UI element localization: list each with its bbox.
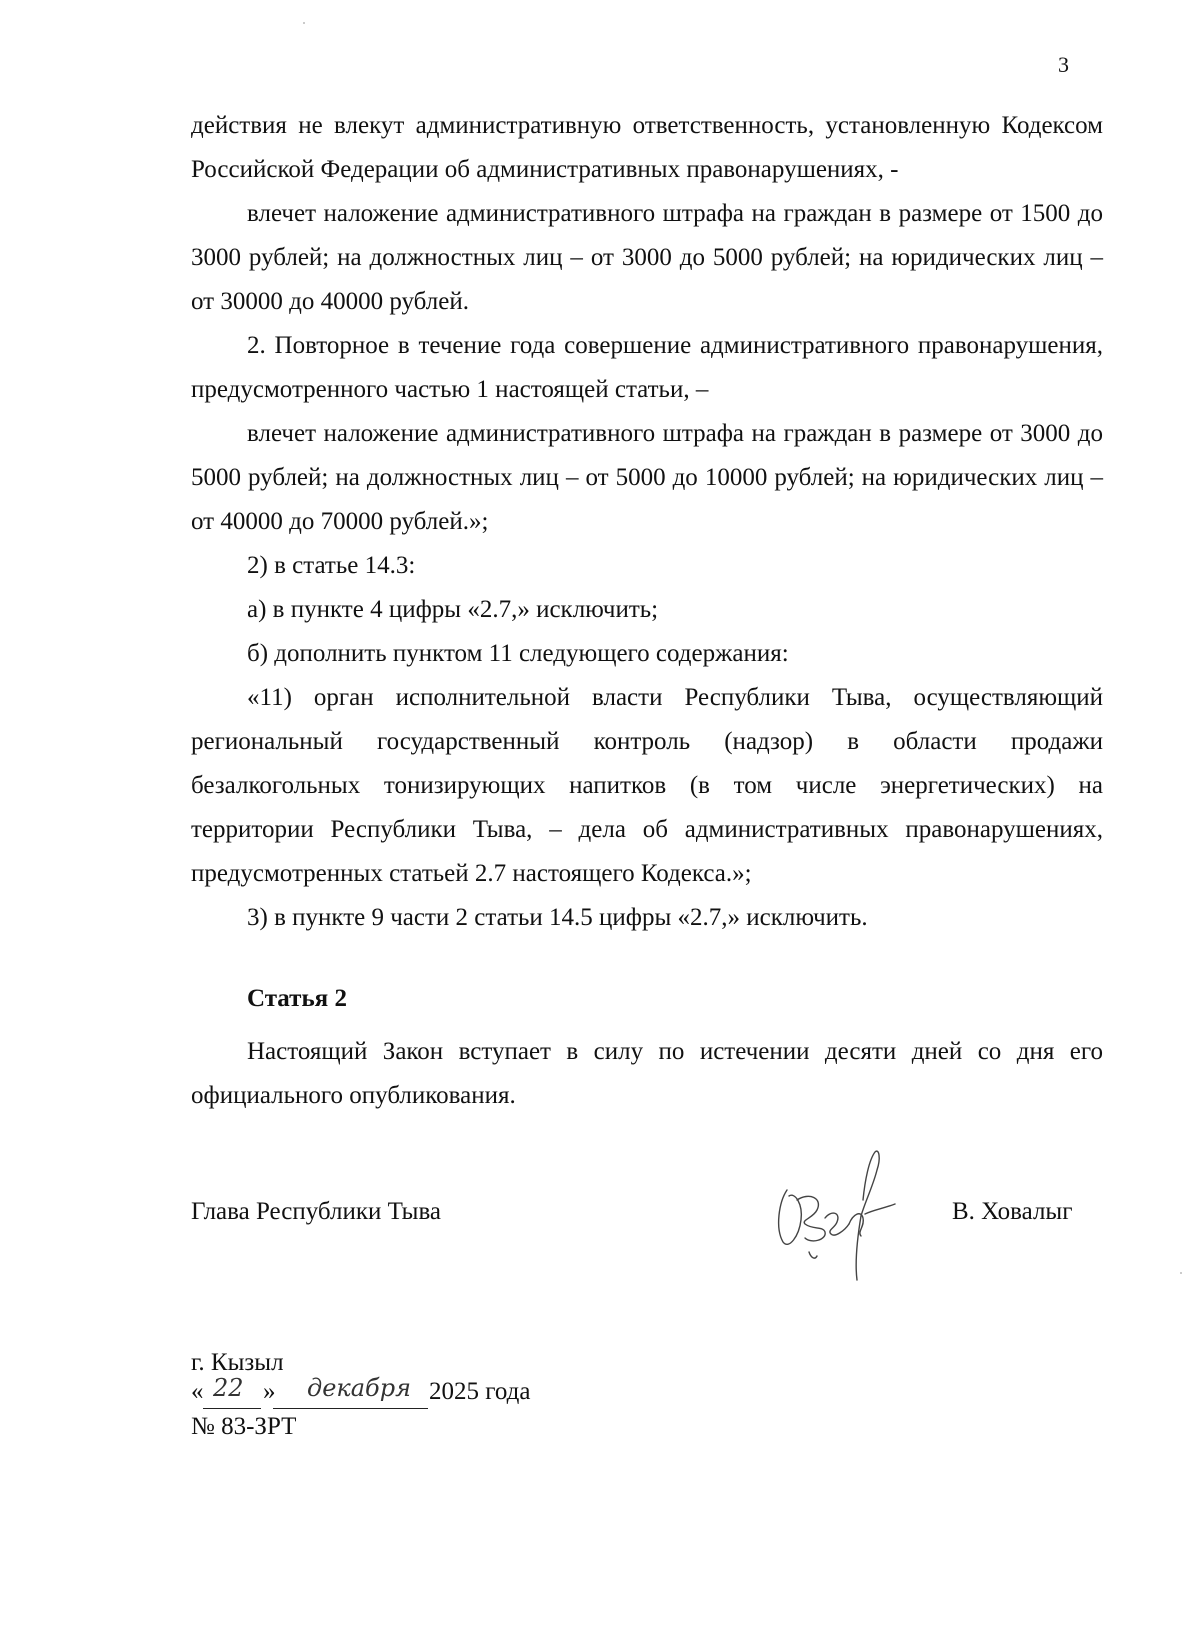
paragraph: 3) в пункте 9 части 2 статьи 14.5 цифры «2.7,» исключить. (247, 904, 868, 931)
paragraph: б) дополнить пунктом 11 следующего содержания: (247, 640, 789, 667)
paragraph: 2. Повторное в течение года совершение административного правонарушения, предусмотренного частью 1 настоящей статьи, – (191, 332, 1103, 403)
signatory-name: В. Ховалыг (952, 1198, 1073, 1225)
place-of-signing: г. Кызыл (191, 1349, 284, 1376)
signatory-position: Глава Республики Тыва (191, 1198, 442, 1225)
date-close-quote: » (263, 1378, 276, 1405)
date-month-handwritten: декабря (307, 1374, 411, 1402)
date-year: 2025 года (429, 1378, 531, 1405)
paragraph: а) в пункте 4 цифры «2.7,» исключить; (247, 596, 659, 623)
article2-body (191, 1030, 1103, 1118)
date-day-underline (203, 1408, 261, 1409)
handwritten-signature (765, 1140, 915, 1290)
date-day-handwritten: 22 (213, 1374, 244, 1402)
date-line (191, 1374, 591, 1418)
date-month-underline (273, 1408, 428, 1409)
date-open-quote: « (191, 1378, 204, 1405)
article1-amendments (191, 104, 1103, 940)
paragraph: 2) в статье 14.3: (247, 552, 416, 579)
paragraph: влечет наложение административного штрафа на граждан в размере от 1500 до 3000 рублей; на должностных лиц – от 3000 до 5000 рублей; на юридических лиц – от 30000 до 40000 рублей. (191, 200, 1103, 315)
page-number: 3 (1058, 52, 1069, 77)
law-number: № 83-ЗРТ (191, 1413, 297, 1440)
scan-speck (1180, 1272, 1182, 1274)
scan-speck (303, 22, 305, 24)
article-heading: Статья 2 (247, 985, 347, 1012)
paragraph: действия не влекут административную ответственность, установленную Кодексом Российской Федерации об административных правонарушениях, - (191, 112, 1103, 183)
paragraph: влечет наложение административного штрафа на граждан в размере от 3000 до 5000 рублей; на должностных лиц – от 5000 до 10000 рублей; на юридических лиц – от 40000 до 70000 рублей.»; (191, 420, 1103, 535)
paragraph: Настоящий Закон вступает в силу по истечении десяти дней со дня его официального опубликования. (191, 1038, 1103, 1109)
paragraph: «11) орган исполнительной власти Республики Тыва, осуществляющий региональный государственный контроль (надзор) в области продажи безалкогольных тонизирующих напитков (в том числе энергетических) на территории Республики Тыва, – дела об административных правонарушениях, предусмотренных статьей 2.7 настоящего Кодекса.»; (191, 684, 1103, 887)
